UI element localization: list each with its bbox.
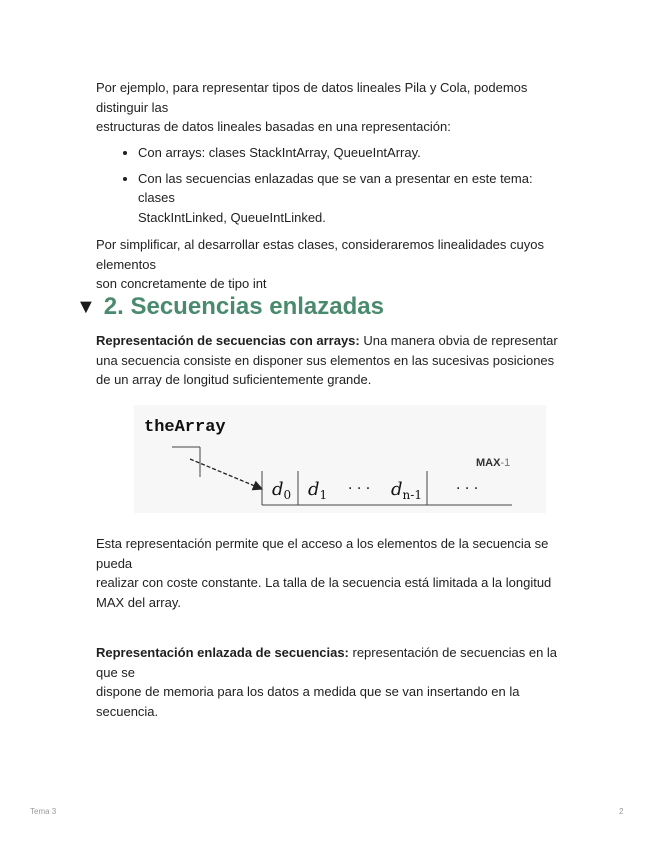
collapse-triangle-icon[interactable]: ▼: [76, 296, 96, 318]
footer-page-number: 2: [619, 807, 624, 816]
max-label: [476, 457, 510, 469]
bullet-line: clases: [138, 190, 175, 205]
array-note-line: Esta representación permite que el acceso a los elementos de la secuencia se: [96, 536, 549, 551]
linked-representation-paragraph: [96, 643, 586, 721]
bullet-list: [120, 143, 598, 233]
cell-ellipsis: · · ·: [348, 481, 371, 497]
max-text: MAX: [476, 457, 501, 469]
cell-ellipsis-tail: · · ·: [456, 481, 479, 497]
bullet-line: • Con arrays: clases StackIntArray, QueueIntArray.: [138, 145, 421, 160]
cell-d0-main: d: [272, 479, 284, 500]
section-heading[interactable]: [76, 291, 384, 323]
array-figure: [134, 405, 546, 513]
array-repr-line: de un array de longitud suficientemente grande.: [96, 372, 372, 387]
array-note-line: pueda: [96, 555, 133, 571]
intro-paragraph: [96, 78, 586, 137]
simplify-paragraph: [96, 235, 586, 294]
array-note-paragraph: [96, 534, 586, 612]
footer-topic: Tema 3: [30, 807, 57, 816]
bullet-item-arrays: [138, 143, 598, 163]
bullet-line: StackIntLinked, QueueIntLinked.: [138, 209, 326, 225]
array-representation-paragraph: [96, 331, 586, 390]
linked-repr-line: [96, 643, 586, 663]
array-repr-line: [96, 331, 586, 351]
array-diagram: [134, 405, 546, 513]
linked-repr-line: que se: [96, 664, 136, 680]
array-label: theArray: [144, 418, 226, 437]
array-repr-rest: Una manera obvia de representar: [359, 333, 558, 348]
intro-line: distinguir las: [96, 99, 169, 115]
array-note-line: realizar con coste constante. La talla de la secuencia está limitada a la longitud: [96, 575, 552, 590]
array-repr-bold: Representación de secuencias con arrays:: [96, 333, 360, 348]
simplify-line: elementos: [96, 256, 156, 272]
max-suffix: -1: [500, 457, 511, 469]
pointer-arrow: [190, 459, 262, 489]
cell-d1-sub: 1: [319, 488, 328, 502]
intro-line: Por ejemplo, para representar tipos de datos lineales Pila y Cola, podemos: [96, 80, 528, 95]
simplify-line: Por simplificar, al desarrollar estas clases, consideraremos linealidades cuyos: [96, 237, 544, 252]
array-note-line: MAX del array.: [96, 594, 182, 610]
cell-d1: [308, 479, 327, 502]
simplify-line: son concretamente de tipo int: [96, 276, 267, 291]
bullet-item-linked: [138, 169, 598, 228]
cell-d0: [272, 479, 291, 502]
linked-repr-line: dispone de memoria para los datos a medida que se van insertando en la: [96, 684, 520, 699]
cell-dn1: [391, 479, 422, 502]
array-repr-line: una secuencia consiste en disponer sus elementos en las sucesivas posiciones: [96, 352, 555, 368]
cell-dn1-sub: n-1: [402, 488, 422, 502]
cell-d0-sub: 0: [283, 488, 292, 502]
section-title: 2. Secuencias enlazadas: [103, 293, 384, 320]
linked-repr-bold: Representación enlazada de secuencias:: [96, 645, 349, 660]
cell-d1-main: d: [308, 479, 320, 500]
linked-repr-line: secuencia.: [96, 703, 159, 719]
linked-repr-rest: representación de secuencias en la: [348, 645, 558, 660]
intro-line: estructuras de datos lineales basadas en una representación:: [96, 119, 451, 134]
cell-dn1-main: d: [391, 479, 403, 500]
bullet-line: • Con las secuencias enlazadas que se van a presentar en este tema:: [138, 170, 533, 186]
